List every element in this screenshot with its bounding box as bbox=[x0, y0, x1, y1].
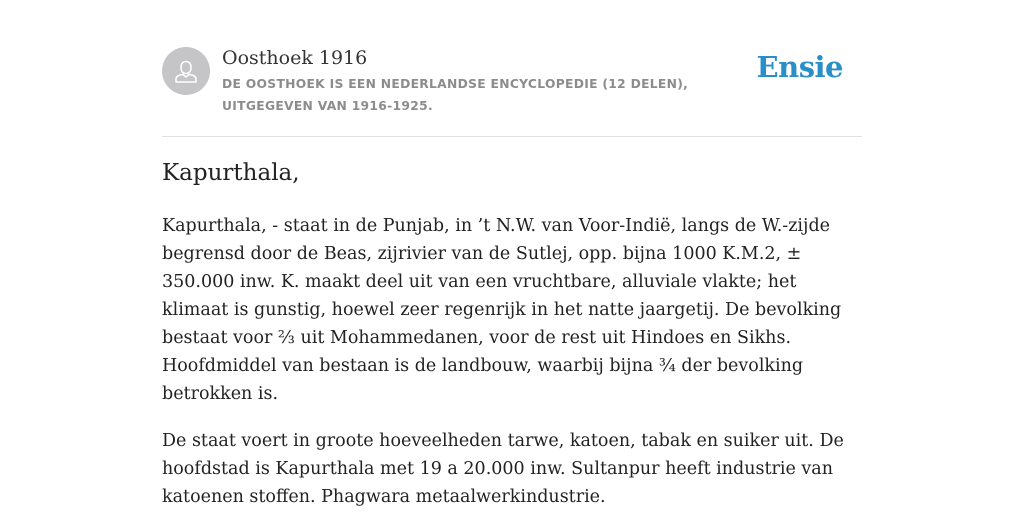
user-icon bbox=[172, 57, 200, 85]
paragraph: De staat voert in groote hoeveelheden tarwe, katoen, tabak en suiker uit. De hoofdstad is Kapurthala met 19 a 20.000 inw. Sultanpur heeft industrie van katoenen stoffen. Phagwara metaalwerkindustrie. bbox=[162, 431, 844, 507]
avatar[interactable] bbox=[162, 47, 210, 95]
source-title[interactable]: Oosthoek 1916 bbox=[222, 47, 368, 69]
entry-card bbox=[162, 0, 862, 512]
source-header bbox=[162, 44, 862, 137]
source-description: DE OOSTHOEK IS EEN NEDERLANDSE ENCYCLOPEDIE (12 DELEN), UITGEGEVEN VAN 1916-1925. bbox=[222, 77, 689, 113]
ensie-logo[interactable]: Ensie bbox=[756, 50, 843, 84]
page-title: Kapurthala, bbox=[162, 160, 300, 186]
article-body bbox=[162, 212, 862, 530]
paragraph: Kapurthala, - staat in de Punjab, in ’t N.W. van Voor-Indië, langs de W.-zijde begrensd door de Beas, zijrivier van de Sutlej, opp. bijna 1000 K.M.2, ± 350.000 inw. K. maakt deel uit van een vruchtbare, alluviale vlakte; het klimaat is gunstig, hoewel zeer regenrijk in het natte jaargetij. De bevolking bestaat voor ⅔ uit Mohammedanen, voor de rest uit Hindoes en Sikhs. Hoofdmiddel van bestaan is de landbouw, waarbij bijna ¾ der bevolking betrokken is. bbox=[162, 216, 842, 404]
